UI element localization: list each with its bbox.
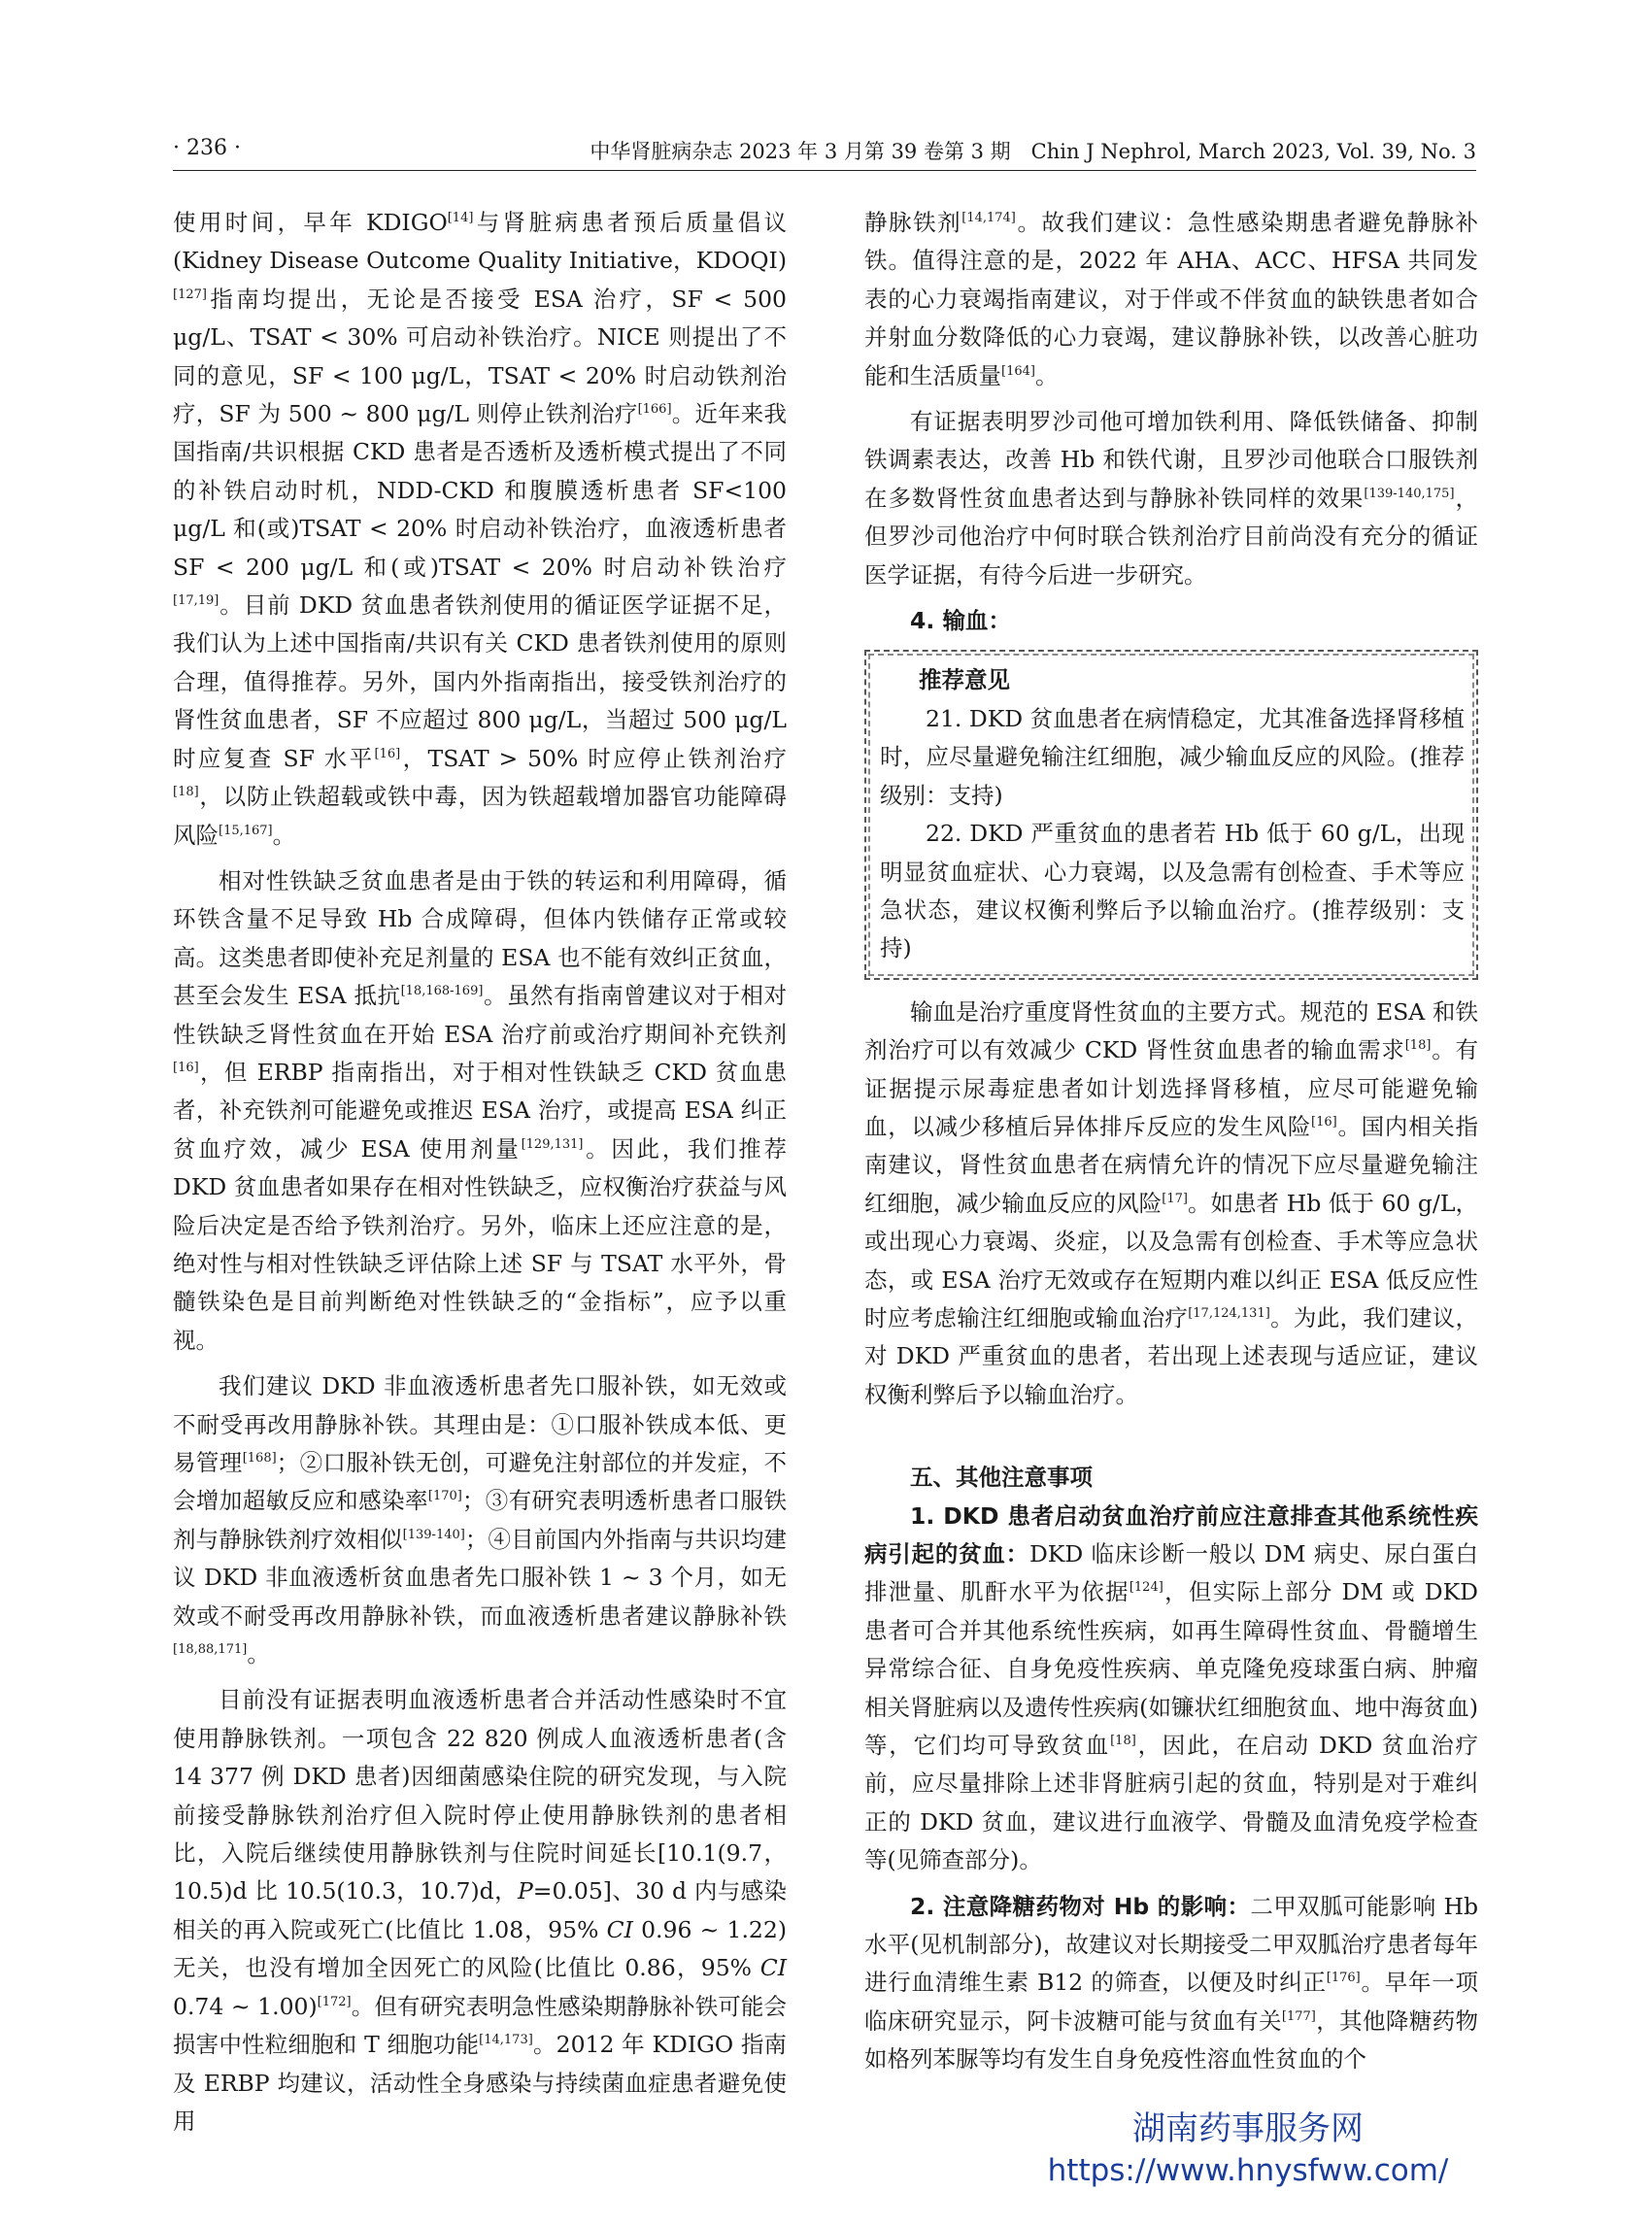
paragraph-oral-iron: 我们建议 DKD 非血液透析患者先口服补铁，如无效或不耐受再改用静脉补铁。其理由是：①口服补铁成本低、更易管理[168]；②口服补铁无创，可避免注射部位的并发症，不会增加超敏反应和感染率[170]；③有研究表明透析患者口服铁剂与静脉铁剂疗效相似[139-140]；④目前国内外指南与共识均建议 DKD 非血液透析贫血患者先口服补铁 1 ~ 3 个月，如无效或不耐受再改用静脉补铁，而血液透析患者建议静脉补铁[18,88,171]。 [173,1372,788,1669]
citation: [16] [374,746,401,761]
citation: [18] [1404,1038,1432,1054]
citation: [15,167] [219,823,273,838]
citation: [17,19] [173,593,219,609]
paragraph-iron-thresholds: 使用时间，早年 KDIGO[14]与肾脏病患者预后质量倡议(Kidney Disease Outcome Quality Initiative，KDOQI)[127]指南均提出，无论是否接受 ESA 治疗，SF < 500 μg/L、TSAT < 30% 可启动补铁治疗。NICE 则提出了不同的意见，SF < 100 μg/L，TSAT < 20% 时启动铁剂治疗，SF 为 500 ~ 800 μg/L 则停止铁剂治疗[166]。近年来我国指南/共识根据 CKD 患者是否透析及透析模式提出了不同的补铁启动时机，NDD-CKD 和腹膜透析患者 SF<100 μg/L 和(或)TSAT < 20% 时启动补铁治疗，血液透析患者 SF < 200 μg/L 和(或)TSAT < 20% 时启动补铁治疗[17,19]。目前 DKD 贫血患者铁剂使用的循证医学证据不足，我们认为上述中国指南/共识有关 CKD 患者铁剂使用的原则合理，值得推荐。另外，国内外指南指出，接受铁剂治疗的肾性贫血患者，SF 不应超过 800 μg/L，当超过 500 μg/L 时应复查 SF 水平[16]，TSAT > 50% 时应停止铁剂治疗[18]，以防止铁超载或铁中毒，因为铁超载增加器官功能障碍风险[15,167]。 [173,209,787,849]
paragraph-infection-iv-iron: 目前没有证据表明血液透析患者合并活动性感染时不宜使用静脉铁剂。一项包含 22 820 例成人血液透析患者(含 14 377 例 DKD 患者)因细菌感染住院的研究发现，与入院前接受静脉铁剂治疗但入院时停止使用静脉铁剂的患者相比，入院后继续使用静脉铁剂与住院时间延长[10.1(9.7，10.5)d 比 10.5(10.3，10.7)d，P=0.05]、30 d 内与感染相关的再入院或死亡(比值比 1.08，95% CI 0.96 ~ 1.22)无关，也没有增加全因死亡的风险(比值比 0.86，95% CI 0.74 ~ 1.00)[172]。但有研究表明急性感染期静脉补铁可能会损害中性粒细胞和 T 细胞功能[14,173]。2012 年 KDIGO 指南及 ERBP 均建议，活动性全身感染与持续菌血症患者避免使用 [173,1686,788,2135]
citation: [14,173] [479,2033,533,2048]
paragraph-other-diseases: 1. DKD 患者启动贫血治疗前应注意排查其他系统性疾病引起的贫血：DKD 临床诊断一般以 DM 病史、尿白蛋白排泄量、肌酐水平为依据[124]，但实际上部分 DM 或 DKD 患者可合并其他系统性疾病，如再生障碍性贫血、骨髓增生异常综合征、自身免疫性疾病、单克隆免疫球蛋白病、肿瘤相关肾脏病以及遗传性疾病(如镰状红细胞贫血、地中海贫血)等，它们均可导致贫血[18]，因此，在启动 DKD 贫血治疗前，应尽量排除上述非肾脏病引起的贫血，特别是对于难纠正的 DKD 贫血，建议进行血液学、骨髓及血清免疫学检查等(见筛查部分)。 [864,1501,1479,1874]
watermark-url: https://www.hnysfww.com/ [1047,2153,1449,2188]
recommendation-title: 推荐意见 [919,666,1010,694]
recommendation-box [864,650,1478,979]
citation: [164] [1001,363,1035,379]
paragraph-hypoglycemic-drugs: 2. 注意降糖药物对 Hb 的影响：二甲双胍可能影响 Hb 水平(见机制部分)，故建议对长期接受二甲双胍治疗患者每年进行血清维生素 B12 的筛查，以便及时纠正[176]。早年一项临床研究显示，阿卡波糖可能与贫血有关[177]，其他降糖药物如格列苯脲等均有发生自身免疫性溶血性贫血的个 [864,1892,1479,2073]
paragraph-lead: 1. DKD 患者启动贫血治疗前应注意排查其他系统性疾病引起的贫血： [864,1501,1478,1568]
citation: [16] [173,1060,199,1075]
paragraph-lead: 2. 注意降糖药物对 Hb 的影响： [910,1892,1251,1920]
citation: [168] [242,1451,277,1466]
citation: [177] [1281,2008,1316,2024]
section-heading: 五、其他注意事项 [910,1464,1093,1492]
citation: [139-140] [402,1527,465,1542]
citation: [170] [427,1489,462,1504]
citation: [139-140,175] [1364,486,1455,501]
paragraph-transfusion: 输血是治疗重度肾性贫血的主要方式。规范的 ESA 和铁剂治疗可以有效减少 CKD 肾性贫血患者的输血需求[18]。有证据提示尿毒症患者如计划选择肾移植，应尽可能避免输血，以减少移植后异体排斥反应的发生风险[16]。国内相关指南建议，肾性贫血患者在病情允许的情况下应尽量避免输注红细胞，减少输血反应的风险[17]。如患者 Hb 低于 60 g/L，或出现心力衰竭、炎症，以及急需有创检查、手术等应急状态，或 ESA 治疗无效或存在短期内难以纠正 ESA 低反应性时应考虑输注红细胞或输血治疗[17,124,131]。为此，我们建议，对 DKD 严重贫血的患者，若出现上述表现与适应证，建议权衡利弊后予以输血治疗。 [864,997,1479,1408]
citation: [127] [173,287,207,302]
citation: [17] [1162,1191,1188,1206]
recommendation-item: 21. DKD 贫血患者在病情稳定，尤其准备选择肾移植时，应尽量避免输注红细胞，减少输血反应的风险。(推荐级别：支持) [880,704,1465,809]
page-number: · 236 · [173,136,241,160]
watermark [1044,2107,1452,2191]
journal-citation: 中华肾脏病杂志 2023 年 3 月第 39 卷第 3 期 Chin J Nephrol, March 2023, Vol. 39, No. 3 [590,140,1476,163]
citation: [124] [1129,1580,1163,1596]
paragraph-iv-iron-continued: 静脉铁剂[14,174]。故我们建议：急性感染期患者避免静脉补铁。值得注意的是，2022 年 AHA、ACC、HFSA 共同发表的心力衰竭指南建议，对于伴或不伴贫血的缺铁患者如合并射血分数降低的心力衰竭，建议静脉补铁，以改善心脏功能和生活质量[164]。 [864,209,1479,389]
citation: [129,131] [521,1136,584,1152]
recommendation-item: 22. DKD 严重贫血的患者若 Hb 低于 60 g/L，出现明显贫血症状、心力衰竭，以及急需有创检查、手术等应急状态，建议权衡利弊后予以输血治疗。(推荐级别：支持) [880,820,1465,962]
running-header [173,132,1476,171]
watermark-name: 湖南药事服务网 [1132,2109,1364,2148]
citation: [172] [317,1994,352,2009]
paragraph-relative-iron-deficiency: 相对性铁缺乏贫血患者是由于铁的转运和利用障碍，循环铁含量不足导致 Hb 合成障碍，但体内铁储存正常或较高。这类患者即使补充足剂量的 ESA 也不能有效纠正贫血，甚至会发生 ESA 抵抗[18,168-169]。虽然有指南曾建议对于相对性铁缺乏肾性贫血在开始 ESA 治疗前或治疗期间补充铁剂[16]，但 ERBP 指南指出，对于相对性铁缺乏 CKD 贫血患者，补充铁剂可能避免或推迟 ESA 治疗，或提高 ESA 纠正贫血疗效，减少 ESA 使用剂量[129,131]。因此，我们推荐 DKD 贫血患者如果存在相对性铁缺乏，应权衡治疗获益与风险后决定是否给予铁剂治疗。另外，临床上还应注意的是，绝对性与相对性铁缺乏评估除上述 SF 与 TSAT 水平外，骨髓铁染色是目前判断绝对性铁缺乏的“金指标”，应予以重视。 [173,866,788,1354]
citation: [14] [447,211,474,225]
citation: [18,88,171] [173,1642,248,1658]
citation: [18] [1110,1734,1136,1749]
paragraph-roxadustat: 有证据表明罗沙司他可增加铁利用、降低铁储备、抑制铁调素表达，改善 Hb 和铁代谢，且罗沙司他联合口服铁剂在多数肾性贫血患者达到与静脉补铁同样的效果[139-140,175]，但罗沙司他治疗中何时联合铁剂治疗目前尚没有充分的循证医学证据，有待今后进一步研究。 [864,408,1479,589]
citation: [14,174] [961,211,1016,225]
right-column [864,204,1478,2079]
citation: [16] [1311,1114,1337,1129]
citation: [17,124,131] [1188,1305,1270,1321]
citation: [166] [637,402,672,418]
citation: [176] [1326,1971,1361,1986]
citation: [18] [173,785,199,800]
left-column [173,204,787,2141]
citation: [18,168-169] [400,984,484,999]
subsection-heading: 4. 输血： [910,607,1011,635]
